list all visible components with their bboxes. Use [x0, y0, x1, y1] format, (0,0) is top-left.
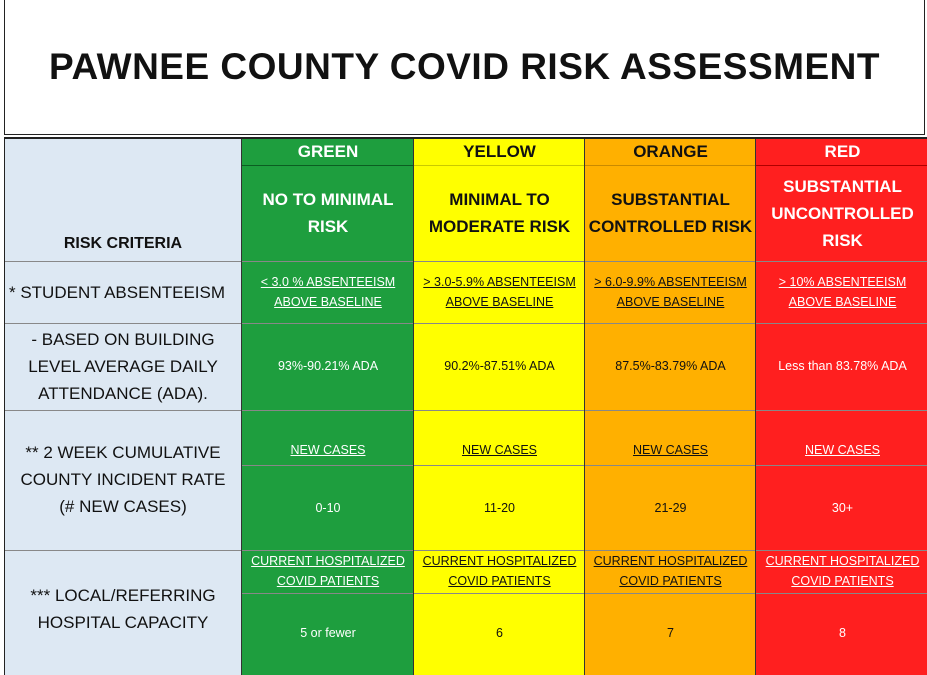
risk-line1: SUBSTANTIAL	[783, 176, 902, 196]
hospital-label	[756, 550, 927, 592]
risk-table	[4, 137, 927, 675]
level-column-green	[241, 139, 414, 675]
criteria-ada-line1: - BASED ON BUILDING	[31, 329, 215, 349]
cases-value: 0-10	[315, 501, 341, 515]
criteria-ada	[5, 323, 241, 409]
criteria-ada-line3: ATTENDANCE (ADA).	[38, 383, 208, 403]
absenteeism-threshold	[242, 271, 414, 313]
risk-line1: MINIMAL TO	[449, 190, 550, 209]
absenteeism-threshold	[585, 271, 756, 313]
level-name: RED	[824, 142, 861, 161]
cases-value: 21-29	[654, 501, 687, 515]
criteria-absenteeism: * STUDENT ABSENTEEISM	[9, 282, 226, 302]
risk-line2: MODERATE RISK	[428, 217, 571, 236]
hosp-label-line1: CURRENT HOSPITALIZED	[593, 554, 748, 568]
criteria-cases	[5, 437, 241, 521]
page-title: PAWNEE COUNTY COVID RISK ASSESSMENT	[49, 46, 880, 87]
absenteeism-threshold	[756, 271, 927, 313]
absenteeism-line1: > 10% ABSENTEEISM	[778, 275, 907, 289]
cases-label: NEW CASES	[461, 443, 537, 457]
criteria-hosp-line2: HOSPITAL CAPACITY	[37, 613, 209, 632]
level-name: YELLOW	[463, 142, 536, 161]
hosp-label-line2: COVID PATIENTS	[276, 574, 380, 588]
cases-label: NEW CASES	[804, 443, 880, 457]
risk-line2: CONTROLLED RISK	[588, 217, 753, 236]
absenteeism-line1: > 3.0-5.9% ABSENTEEISM	[423, 275, 576, 289]
title-box	[4, 0, 925, 135]
absenteeism-line2: ABOVE BASELINE	[274, 295, 382, 309]
cases-label: NEW CASES	[290, 443, 366, 457]
hospital-value: 8	[839, 626, 846, 640]
criteria-hosp-line1: *** LOCAL/REFERRING	[30, 586, 216, 605]
level-risk	[414, 165, 585, 261]
absenteeism-line2: ABOVE BASELINE	[445, 295, 554, 309]
hosp-label-line1: CURRENT HOSPITALIZED	[422, 554, 577, 568]
cases-label: NEW CASES	[632, 443, 708, 457]
ada-value: 87.5%-83.79% ADA	[615, 359, 726, 373]
criteria-cases-line1: ** 2 WEEK CUMULATIVE	[25, 442, 221, 462]
risk-line2: UNCONTROLLED	[771, 203, 914, 223]
level-risk	[585, 165, 756, 261]
criteria-cases-line2: COUNTY INCIDENT RATE	[20, 469, 226, 489]
risk-line1: SUBSTANTIAL	[611, 190, 730, 209]
ada-value: Less than 83.78% ADA	[778, 359, 907, 373]
criteria-header: RISK CRITERIA	[63, 234, 183, 252]
absenteeism-line1: < 3.0 % ABSENTEEISM	[260, 275, 396, 289]
hosp-label-line1: CURRENT HOSPITALIZED	[251, 554, 405, 568]
hospital-label	[585, 550, 756, 592]
level-column-red	[755, 139, 927, 675]
absenteeism-line2: ABOVE BASELINE	[616, 295, 725, 309]
cases-value: 30+	[831, 501, 854, 515]
cases-value: 11-20	[483, 501, 516, 515]
hospital-value: 6	[496, 626, 503, 640]
hosp-label-line2: COVID PATIENTS	[619, 574, 722, 588]
criteria-ada-line2: LEVEL AVERAGE DAILY	[28, 356, 218, 376]
hospital-label	[414, 550, 585, 592]
hospital-label	[242, 550, 414, 592]
hosp-label-line2: COVID PATIENTS	[448, 574, 551, 588]
hospital-value: 5 or fewer	[300, 626, 356, 640]
criteria-cases-line3: (# NEW CASES)	[59, 496, 187, 516]
level-column-yellow	[413, 139, 585, 675]
absenteeism-line2: ABOVE BASELINE	[788, 295, 897, 309]
level-column-orange	[584, 139, 756, 675]
level-name: ORANGE	[633, 142, 708, 161]
level-risk	[242, 165, 414, 261]
criteria-hospital	[5, 579, 241, 639]
absenteeism-line1: > 6.0-9.9% ABSENTEEISM	[594, 275, 747, 289]
hospital-value: 7	[667, 626, 674, 640]
ada-value: 93%-90.21% ADA	[277, 359, 379, 373]
hosp-label-line1: CURRENT HOSPITALIZED	[765, 554, 920, 568]
risk-line2: RISK	[307, 217, 349, 236]
hosp-label-line2: COVID PATIENTS	[791, 574, 894, 588]
risk-line1: NO TO MINIMAL	[262, 190, 394, 209]
absenteeism-threshold	[414, 271, 585, 313]
criteria-column	[5, 139, 241, 675]
ada-value: 90.2%-87.51% ADA	[444, 359, 555, 373]
level-name: GREEN	[297, 142, 359, 161]
risk-line3: RISK	[822, 230, 863, 250]
level-risk	[756, 165, 927, 261]
